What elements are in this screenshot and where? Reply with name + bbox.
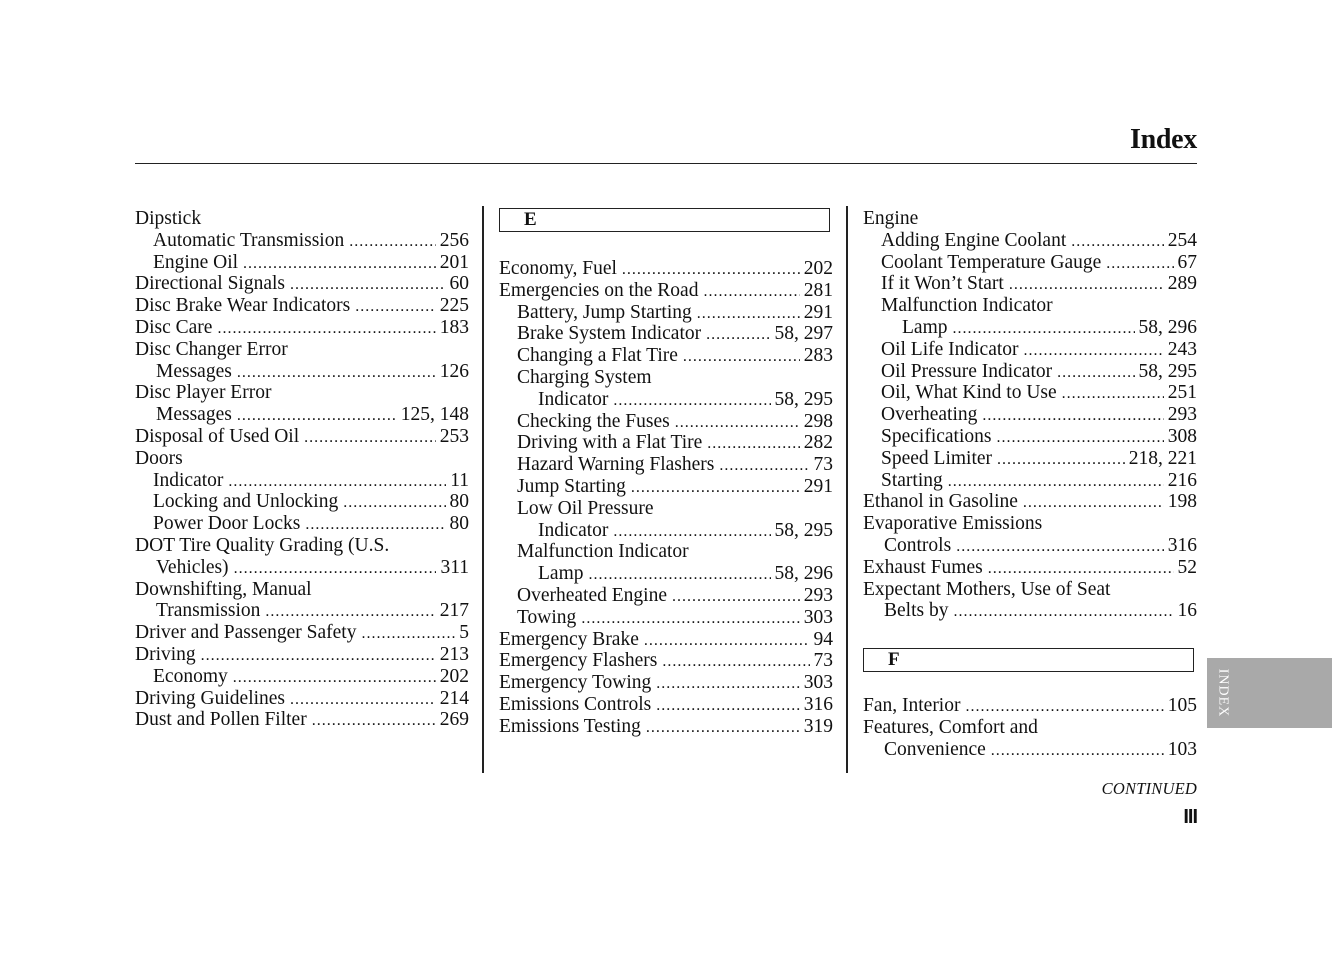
dot-leader: [675, 412, 800, 434]
entry-label: Speed Limiter: [881, 447, 993, 469]
entry-page-number[interactable]: 254: [1167, 229, 1197, 251]
entry-page-number[interactable]: 253: [439, 425, 469, 447]
dot-leader: [646, 717, 800, 739]
index-entry[interactable]: [135, 513, 469, 535]
entry-label: Disposal of Used Oil: [135, 425, 300, 447]
entry-label: Fan, Interior: [863, 695, 961, 717]
entry-label: Exhaust Fumes: [863, 556, 983, 578]
entry-label: Emissions Controls: [499, 693, 652, 715]
entry-label: Engine Oil: [153, 251, 239, 273]
index-entry[interactable]: [863, 404, 1197, 426]
entry-label: Changing a Flat Tire: [517, 345, 678, 367]
entry-page-number[interactable]: 316: [803, 693, 833, 715]
entry-label: Adding Engine Coolant: [881, 229, 1067, 251]
entry-label: Checking the Fuses: [517, 410, 670, 432]
entry-page-number[interactable]: 58, 297: [774, 323, 833, 345]
index-column-2: [499, 208, 833, 738]
entry-page-number[interactable]: 291: [803, 301, 833, 323]
dot-leader: [707, 433, 799, 455]
dot-leader: [948, 471, 1164, 493]
entry-label: Ethanol in Gasoline: [863, 491, 1018, 513]
index-entry[interactable]: [499, 367, 833, 389]
entry-page-number[interactable]: 198: [1167, 491, 1197, 513]
index-column-3: [863, 208, 1197, 761]
entry-page-number[interactable]: 58, 295: [1138, 360, 1197, 382]
entry-page-number[interactable]: 293: [803, 584, 833, 606]
entry-label: DOT Tire Quality Grading (U.S.: [135, 534, 390, 556]
index-entry[interactable]: [135, 688, 469, 710]
entry-page-number[interactable]: 291: [803, 475, 833, 497]
entry-page-number[interactable]: 126: [439, 360, 469, 382]
index-entry[interactable]: [499, 280, 833, 302]
entry-label: Locking and Unlocking: [153, 491, 339, 513]
dot-leader: [644, 630, 810, 652]
index-entry[interactable]: [863, 470, 1197, 492]
index-entry[interactable]: [863, 382, 1197, 404]
entry-label: Disc Changer Error: [135, 338, 288, 360]
entry-label: Oil Life Indicator: [881, 338, 1019, 360]
title-divider: [135, 163, 1197, 164]
index-entry[interactable]: [863, 695, 1197, 717]
entry-label: Oil Pressure Indicator: [881, 360, 1053, 382]
entry-page-number[interactable]: 58, 296: [774, 563, 833, 585]
index-entry[interactable]: [499, 520, 833, 542]
entry-label: Convenience: [884, 738, 986, 760]
index-entry[interactable]: [499, 585, 833, 607]
index-entry[interactable]: [863, 557, 1197, 579]
entry-page-number[interactable]: 105: [1167, 695, 1197, 717]
dot-leader: [343, 492, 445, 514]
index-entry[interactable]: [135, 557, 469, 579]
dot-leader: [991, 740, 1164, 762]
entry-page-number[interactable]: 202: [439, 665, 469, 687]
entry-label: Emergency Towing: [499, 672, 652, 694]
entry-label: Evaporative Emissions: [863, 513, 1043, 535]
entry-page-number[interactable]: 293: [1167, 404, 1197, 426]
entry-page-number[interactable]: 289: [1167, 273, 1197, 295]
entry-label: Driving Guidelines: [135, 687, 286, 709]
index-entry[interactable]: [135, 230, 469, 252]
index-entry[interactable]: [499, 563, 833, 585]
entry-page-number[interactable]: 103: [1167, 738, 1197, 760]
index-entry[interactable]: [863, 513, 1197, 535]
index-entry[interactable]: [135, 491, 469, 513]
dot-leader: [265, 601, 435, 623]
entry-label: Specifications: [881, 425, 992, 447]
dot-leader: [201, 645, 436, 667]
index-entry[interactable]: [863, 491, 1197, 513]
dot-leader: [965, 696, 1163, 718]
dot-leader: [683, 346, 800, 368]
index-entry[interactable]: [135, 317, 469, 339]
entry-label: Dipstick: [135, 208, 202, 229]
entry-page-number[interactable]: 213: [439, 643, 469, 665]
dot-leader: [706, 324, 770, 346]
entry-page-number[interactable]: 94: [813, 628, 833, 650]
entry-label: If it Won’t Start: [881, 273, 1004, 295]
dot-leader: [243, 253, 436, 275]
entry-page-number[interactable]: 251: [1167, 382, 1197, 404]
entry-label: Emergency Brake: [499, 628, 639, 650]
entry-label: Economy, Fuel: [499, 258, 617, 279]
entry-page-number[interactable]: 5: [459, 622, 469, 644]
index-entry[interactable]: [499, 541, 833, 563]
entry-label: Expectant Mothers, Use of Seat: [863, 578, 1111, 600]
dot-leader: [656, 673, 799, 695]
index-entry[interactable]: [135, 404, 469, 426]
page-number: III: [1183, 806, 1197, 828]
index-entry[interactable]: [499, 650, 833, 672]
index-entry[interactable]: [499, 323, 833, 345]
dot-leader: [217, 318, 435, 340]
index-entry[interactable]: [863, 208, 1197, 230]
index-entry[interactable]: [135, 208, 469, 230]
index-entry[interactable]: [863, 295, 1197, 317]
index-entry[interactable]: [499, 432, 833, 454]
dot-leader: [1057, 362, 1134, 384]
dot-leader: [361, 623, 455, 645]
dot-leader: [703, 281, 799, 303]
dot-leader: [988, 558, 1174, 580]
entry-label: Starting: [881, 469, 943, 491]
index-entry[interactable]: [135, 644, 469, 666]
index-entry[interactable]: [499, 302, 833, 324]
dot-leader: [997, 449, 1125, 471]
entry-label: Automatic Transmission: [153, 229, 345, 251]
entry-page-number[interactable]: 60: [449, 273, 469, 295]
index-side-tab[interactable]: [1207, 658, 1332, 728]
continued-note: CONTINUED: [1101, 779, 1197, 798]
index-entry[interactable]: [135, 426, 469, 448]
index-entry[interactable]: [863, 317, 1197, 339]
section-letter-header: F: [863, 648, 1194, 672]
index-entry[interactable]: [499, 345, 833, 367]
dot-leader: [228, 471, 446, 493]
dot-leader: [233, 667, 436, 689]
dot-leader: [622, 259, 800, 281]
entry-page-number[interactable]: 58, 295: [774, 519, 833, 541]
entry-label: Charging System: [517, 366, 652, 388]
index-entry[interactable]: [863, 535, 1197, 557]
entry-page-number[interactable]: 281: [803, 279, 833, 301]
index-entry[interactable]: [135, 666, 469, 688]
dot-leader: [1009, 274, 1164, 296]
entry-label: Vehicles): [156, 556, 229, 578]
dot-leader: [237, 362, 436, 384]
dot-leader: [613, 521, 770, 543]
index-entry[interactable]: [135, 295, 469, 317]
entry-page-number[interactable]: 67: [1177, 251, 1197, 273]
index-entry[interactable]: [499, 454, 833, 476]
entry-label: Disc Player Error: [135, 382, 272, 404]
dot-leader: [1106, 253, 1173, 275]
entry-label: Hazard Warning Flashers: [517, 454, 715, 476]
entry-label: Transmission: [156, 600, 261, 622]
index-entry[interactable]: [499, 607, 833, 629]
index-entry[interactable]: [135, 273, 469, 295]
entry-label: Messages: [156, 360, 232, 382]
entry-page-number[interactable]: 80: [449, 491, 469, 513]
entry-label: Coolant Temperature Gauge: [881, 251, 1102, 273]
dot-leader: [1071, 231, 1164, 253]
index-entry[interactable]: [135, 470, 469, 492]
index-entry[interactable]: [863, 448, 1197, 470]
index-entry[interactable]: [135, 448, 469, 470]
entry-page-number[interactable]: 243: [1167, 338, 1197, 360]
dot-leader: [588, 564, 770, 586]
dot-leader: [237, 405, 397, 427]
index-entry[interactable]: [135, 600, 469, 622]
index-entry[interactable]: [135, 579, 469, 601]
entry-label: Features, Comfort and: [863, 716, 1038, 738]
entry-label: Brake System Indicator: [517, 323, 702, 345]
index-entry[interactable]: [135, 339, 469, 361]
entry-label: Lamp: [902, 316, 948, 338]
entry-page-number[interactable]: 298: [803, 410, 833, 432]
entry-page-number[interactable]: 316: [1167, 534, 1197, 556]
dot-leader: [952, 318, 1134, 340]
entry-page-number[interactable]: 217: [439, 600, 469, 622]
entry-page-number[interactable]: 283: [803, 345, 833, 367]
entry-page-number[interactable]: 183: [439, 316, 469, 338]
index-entry[interactable]: [863, 273, 1197, 295]
entry-page-number[interactable]: 311: [440, 556, 469, 578]
dot-leader: [662, 651, 809, 673]
dot-leader: [719, 455, 809, 477]
index-entry[interactable]: [863, 717, 1197, 739]
entry-page-number[interactable]: 80: [449, 513, 469, 535]
entry-label: Indicator: [153, 469, 224, 491]
dot-leader: [1024, 340, 1164, 362]
dot-leader: [1023, 492, 1164, 514]
index-entry[interactable]: [135, 622, 469, 644]
dot-leader: [290, 689, 436, 711]
entry-page-number[interactable]: 218, 221: [1128, 447, 1197, 469]
index-entry[interactable]: [863, 252, 1197, 274]
index-entry[interactable]: [499, 476, 833, 498]
entry-label: Disc Brake Wear Indicators: [135, 295, 351, 317]
entry-page-number[interactable]: 201: [439, 251, 469, 273]
entry-page-number[interactable]: 11: [450, 469, 469, 491]
entry-page-number[interactable]: 16: [1177, 600, 1197, 622]
entry-page-number[interactable]: 269: [439, 709, 469, 731]
index-entry[interactable]: [499, 694, 833, 716]
entry-label: Jump Starting: [517, 475, 626, 497]
entry-label: Engine: [863, 208, 919, 229]
entry-label: Driver and Passenger Safety: [135, 622, 357, 644]
entry-label: Malfunction Indicator: [881, 295, 1053, 317]
entry-label: Dust and Pollen Filter: [135, 709, 307, 731]
index-entry[interactable]: [135, 252, 469, 274]
entry-label: Disc Care: [135, 316, 213, 338]
entry-label: Doors: [135, 447, 183, 469]
entry-label: Battery, Jump Starting: [517, 301, 692, 323]
entry-label: Emissions Testing: [499, 715, 641, 737]
entry-page-number[interactable]: 202: [803, 258, 833, 279]
index-entry[interactable]: [863, 579, 1197, 601]
entry-page-number[interactable]: 308: [1167, 425, 1197, 447]
dot-leader: [234, 558, 437, 580]
entry-label: Towing: [517, 606, 577, 628]
dot-leader: [697, 303, 800, 325]
index-entry[interactable]: [499, 258, 833, 280]
entry-page-number[interactable]: 216: [1167, 469, 1197, 491]
entry-page-number[interactable]: 303: [803, 672, 833, 694]
entry-label: Economy: [153, 665, 228, 687]
dot-leader: [656, 695, 800, 717]
entry-label: Emergency Flashers: [499, 650, 658, 672]
column-divider: [846, 206, 848, 773]
dot-leader: [290, 274, 445, 296]
index-entry[interactable]: [863, 739, 1197, 761]
entry-label: Downshifting, Manual: [135, 578, 312, 600]
entry-page-number[interactable]: 319: [803, 715, 833, 737]
entry-label: Overheated Engine: [517, 584, 667, 606]
entry-label: Emergencies on the Road: [499, 279, 699, 301]
index-entry[interactable]: [135, 535, 469, 557]
dot-leader: [613, 390, 770, 412]
column-divider: [482, 206, 484, 773]
dot-leader: [581, 608, 799, 630]
entry-label: Directional Signals: [135, 273, 286, 295]
dot-leader: [312, 710, 436, 732]
index-entry[interactable]: [499, 389, 833, 411]
dot-leader: [1062, 383, 1164, 405]
entry-page-number[interactable]: 125, 148: [400, 404, 469, 426]
dot-leader: [355, 296, 436, 318]
index-entry[interactable]: [135, 709, 469, 731]
index-entry[interactable]: [135, 382, 469, 404]
index-column-1: [135, 208, 469, 731]
entry-page-number[interactable]: 73: [813, 454, 833, 476]
entry-page-number[interactable]: 58, 296: [1138, 316, 1197, 338]
index-entry[interactable]: [499, 716, 833, 738]
index-entry[interactable]: [863, 361, 1197, 383]
entry-page-number[interactable]: 58, 295: [774, 388, 833, 410]
dot-leader: [996, 427, 1163, 449]
dot-leader: [349, 231, 436, 253]
entry-page-number[interactable]: 214: [439, 687, 469, 709]
dot-leader: [956, 536, 1164, 558]
entry-label: Power Door Locks: [153, 513, 301, 535]
entry-label: Driving with a Flat Tire: [517, 432, 703, 454]
entry-page-number[interactable]: 73: [813, 650, 833, 672]
entry-page-number[interactable]: 225: [439, 295, 469, 317]
index-tab-label: INDEX: [1215, 668, 1231, 718]
index-entry[interactable]: [863, 426, 1197, 448]
dot-leader: [631, 477, 800, 499]
index-entry[interactable]: [863, 339, 1197, 361]
entry-label: Indicator: [538, 519, 609, 541]
index-entry[interactable]: [499, 498, 833, 520]
index-entry[interactable]: [863, 230, 1197, 252]
index-entry[interactable]: [135, 361, 469, 383]
entry-label: Low Oil Pressure: [517, 497, 654, 519]
entry-label: Lamp: [538, 563, 584, 585]
dot-leader: [672, 586, 800, 608]
entry-label: Belts by: [884, 600, 949, 622]
entry-label: Controls: [884, 534, 952, 556]
entry-label: Messages: [156, 404, 232, 426]
entry-label: Overheating: [881, 404, 978, 426]
index-entry[interactable]: [863, 600, 1197, 622]
dot-leader: [305, 514, 445, 536]
entry-label: Driving: [135, 643, 196, 665]
entry-page-number[interactable]: 52: [1177, 556, 1197, 578]
entry-page-number[interactable]: 282: [803, 432, 833, 454]
entry-label: Oil, What Kind to Use: [881, 382, 1057, 404]
entry-page-number[interactable]: 303: [803, 606, 833, 628]
page-title: Index: [1130, 124, 1197, 155]
dot-leader: [982, 405, 1163, 427]
dot-leader: [953, 601, 1173, 623]
entry-label: Indicator: [538, 388, 609, 410]
section-letter-header: E: [499, 208, 830, 232]
entry-page-number[interactable]: 256: [439, 229, 469, 251]
index-entry[interactable]: [499, 411, 833, 433]
index-entry[interactable]: [499, 672, 833, 694]
dot-leader: [304, 427, 436, 449]
index-entry[interactable]: [499, 629, 833, 651]
entry-label: Malfunction Indicator: [517, 541, 689, 563]
